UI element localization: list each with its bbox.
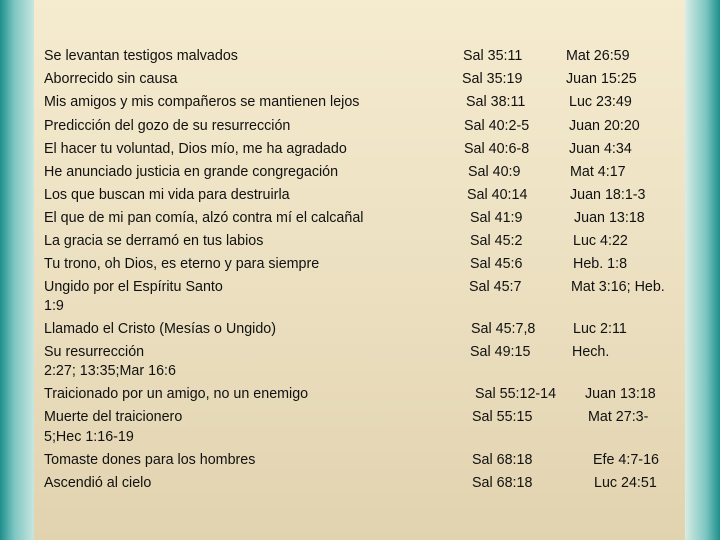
fulfillment-reference-continuation: 5;Hec 1:16-19 xyxy=(44,429,134,445)
fulfillment-reference: Luc 4:22 xyxy=(573,233,628,249)
fulfillment-reference: Juan 18:1-3 xyxy=(570,187,646,203)
prophecy-text: Ungido por el Espíritu Santo xyxy=(44,279,223,295)
psalm-reference: Sal 55:12-14 xyxy=(475,386,557,402)
psalm-reference: Sal 45:2 xyxy=(470,233,523,249)
fulfillment-reference: Luc 24:51 xyxy=(594,475,657,491)
psalm-reference: Sal 68:18 xyxy=(472,452,533,468)
psalm-reference: Sal 41:9 xyxy=(470,210,523,226)
fulfillment-reference: Luc 23:49 xyxy=(569,94,632,110)
prophecy-text: La gracia se derramó en tus labios xyxy=(44,233,264,249)
fulfillment-reference-continuation: 1:9 xyxy=(44,298,64,314)
prophecy-text: Traicionado por un amigo, no un enemigo xyxy=(44,386,309,402)
psalm-reference: Sal 68:18 xyxy=(472,475,533,491)
prophecy-text: Tomaste dones para los hombres xyxy=(44,452,256,468)
fulfillment-reference: Juan 15:25 xyxy=(566,71,637,87)
fulfillment-reference: Juan 20:20 xyxy=(569,118,640,134)
prophecy-text: Su resurrección xyxy=(44,344,145,360)
prophecy-text: Tu trono, oh Dios, es eterno y para siempre xyxy=(44,256,320,272)
prophecy-text: Los que buscan mi vida para destruirla xyxy=(44,187,290,203)
fulfillment-reference-continuation: 2:27; 13:35;Mar 16:6 xyxy=(44,363,176,379)
psalm-reference: Sal 35:19 xyxy=(462,71,523,87)
psalm-reference: Sal 38:11 xyxy=(466,94,526,110)
fulfillment-reference: Mat 3:16; Heb. xyxy=(571,279,665,295)
psalm-reference: Sal 40:9 xyxy=(468,164,521,180)
psalm-reference: Sal 40:2-5 xyxy=(464,118,530,134)
fulfillment-reference: Heb. 1:8 xyxy=(573,256,628,272)
psalm-reference: Sal 45:7 xyxy=(469,279,522,295)
psalm-reference: Sal 35:11 xyxy=(463,48,523,64)
fulfillment-reference: Mat 4:17 xyxy=(570,164,626,180)
prophecy-text: Ascendió al cielo xyxy=(44,475,152,491)
psalm-reference: Sal 40:6-8 xyxy=(464,141,530,157)
fulfillment-reference: Juan 4:34 xyxy=(569,141,632,157)
fulfillment-reference: Juan 13:18 xyxy=(585,386,656,402)
fulfillment-reference: Hech. xyxy=(572,344,610,360)
fulfillment-reference: Mat 26:59 xyxy=(566,48,630,64)
psalm-reference: Sal 40:14 xyxy=(467,187,528,203)
prophecy-text: He anunciado justicia en grande congregación xyxy=(44,164,339,180)
prophecy-text: El hacer tu voluntad, Dios mío, me ha agradado xyxy=(44,141,347,157)
fulfillment-reference: Juan 13:18 xyxy=(574,210,645,226)
psalm-reference: Sal 55:15 xyxy=(472,409,533,425)
fulfillment-reference: Luc 2:11 xyxy=(573,321,627,337)
psalm-reference: Sal 45:7,8 xyxy=(471,321,536,337)
psalm-reference: Sal 49:15 xyxy=(470,344,531,360)
fulfillment-reference: Mat 27:3- xyxy=(588,409,649,425)
prophecy-text: Aborrecido sin causa xyxy=(44,71,178,87)
prophecy-text: Muerte del traicionero xyxy=(44,409,183,425)
content-panel xyxy=(34,0,685,540)
prophecy-text: Mis amigos y mis compañeros se mantienen lejos xyxy=(44,94,360,110)
prophecy-text: Predicción del gozo de su resurrección xyxy=(44,118,291,134)
prophecy-text: Se levantan testigos malvados xyxy=(44,48,238,64)
psalm-reference: Sal 45:6 xyxy=(470,256,523,272)
prophecy-text: El que de mi pan comía, alzó contra mí el calcañal xyxy=(44,210,364,226)
prophecy-text: Llamado el Cristo (Mesías o Ungido) xyxy=(44,321,277,337)
fulfillment-reference: Efe 4:7-16 xyxy=(593,452,659,468)
